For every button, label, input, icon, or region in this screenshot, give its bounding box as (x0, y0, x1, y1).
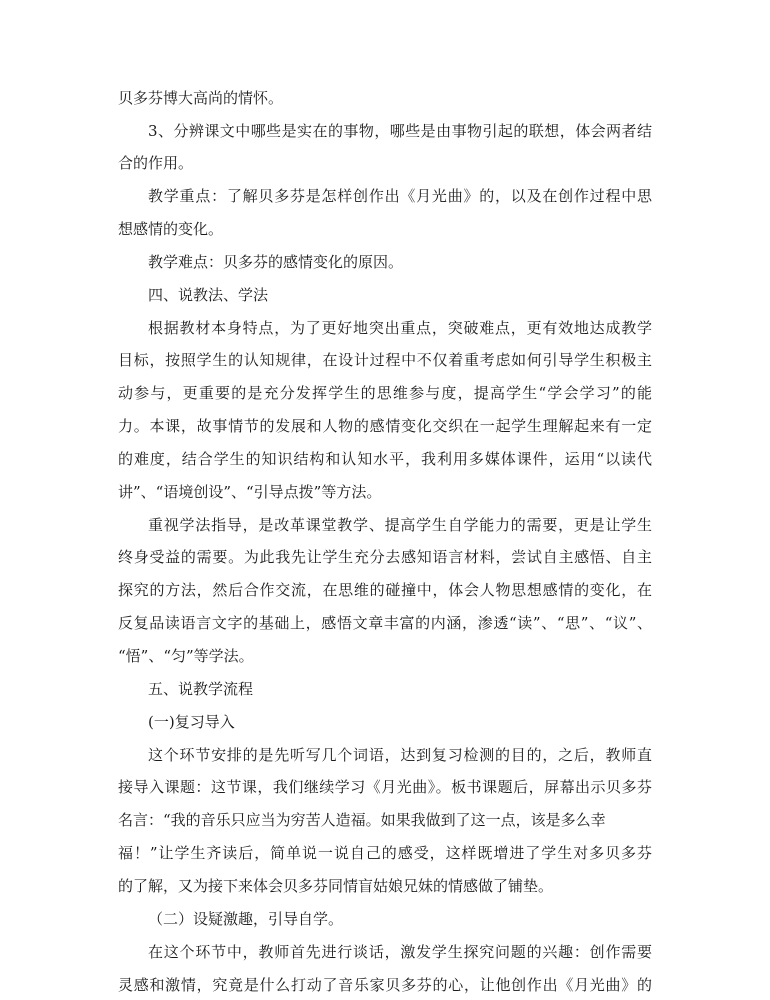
text-line: 3、分辨课文中哪些是实在的事物，哪些是由事物引起的联想，体会两者结 (148, 122, 652, 140)
text-line: 灵感和激情，究竟是什么打动了音乐家贝多芬的心，让他创作出《月光曲》的 (118, 976, 652, 994)
text-line: 教学重点：了解贝多芬是怎样创作出《月光曲》的，以及在创作过程中思 (148, 187, 652, 205)
text-line: 在这个环节中，教师首先进行谈话，激发学生探究问题的兴趣：创作需要 (148, 943, 652, 961)
text-line: 想感情的变化。 (118, 220, 224, 238)
text-line: 力。本课，故事情节的发展和人物的感情变化交织在一起学生理解起来有一定 (118, 417, 652, 435)
text-line: 重视学法指导，是改革课堂教学、提高学生自学能力的需要，更是让学生 (148, 516, 652, 534)
text-line: “悟”、“匀”等学法。 (118, 647, 254, 665)
section-heading: 五、说教学流程 (148, 680, 254, 698)
text-line: 的了解，又为接下来体会贝多芬同情盲姑娘兄妹的情感做了铺垫。 (118, 877, 554, 895)
text-line: 动参与，更重要的是充分发挥学生的思维参与度，提高学生“学会学习”的能 (118, 384, 652, 402)
text-line: 教学难点：贝多芬的感情变化的原因。 (148, 253, 404, 271)
text-line: 福！”让学生齐读后，简单说一说自己的感受，这样既增进了学生对多贝多芬 (118, 844, 652, 862)
text-line: 讲”、“语境创设”、“引导点拨”等方法。 (118, 483, 382, 501)
text-line: 探究的方法，然后合作交流，在思维的碰撞中，体会人物思想感情的变化，在 (118, 581, 652, 599)
text-line: 反复品读语言文字的基础上，感悟文章丰富的内涵，渗透“读”、“思”、“议”、 (118, 614, 652, 632)
text-line: 这个环节安排的是先听写几个词语，达到复习检测的目的，之后，教师直 (148, 746, 652, 764)
text-line: 接导入课题：这节课，我们继续学习《月光曲》。板书课题后，屏幕出示贝多芬 (118, 778, 652, 796)
text-line: 终身受益的需要。为此我先让学生充分去感知语言材料，尝试自主感悟、自主 (118, 548, 652, 566)
text-line: 目标，按照学生的认知规律，在设计过程中不仅着重考虑如何引导学生积极主 (118, 351, 652, 369)
text-line: 的难度，结合学生的知识结构和认知水平，我利用多媒体课件，运用“以读代 (118, 450, 652, 468)
text-line: 根据教材本身特点，为了更好地突出重点，突破难点，更有效地达成教学 (148, 319, 652, 337)
subsection-heading: （二）设疑激趣，引导自学。 (148, 910, 344, 928)
text-line: 名言：“我的音乐只应当为穷苦人造福。如果我做到了这一点，该是多么幸 (118, 811, 606, 829)
section-heading: 四、说教法、学法 (148, 286, 269, 304)
text-line: 合的作用。 (118, 154, 194, 172)
subsection-heading: (一)复习导入 (148, 713, 235, 731)
text-line: 贝多芬博大高尚的情怀。 (118, 89, 284, 107)
